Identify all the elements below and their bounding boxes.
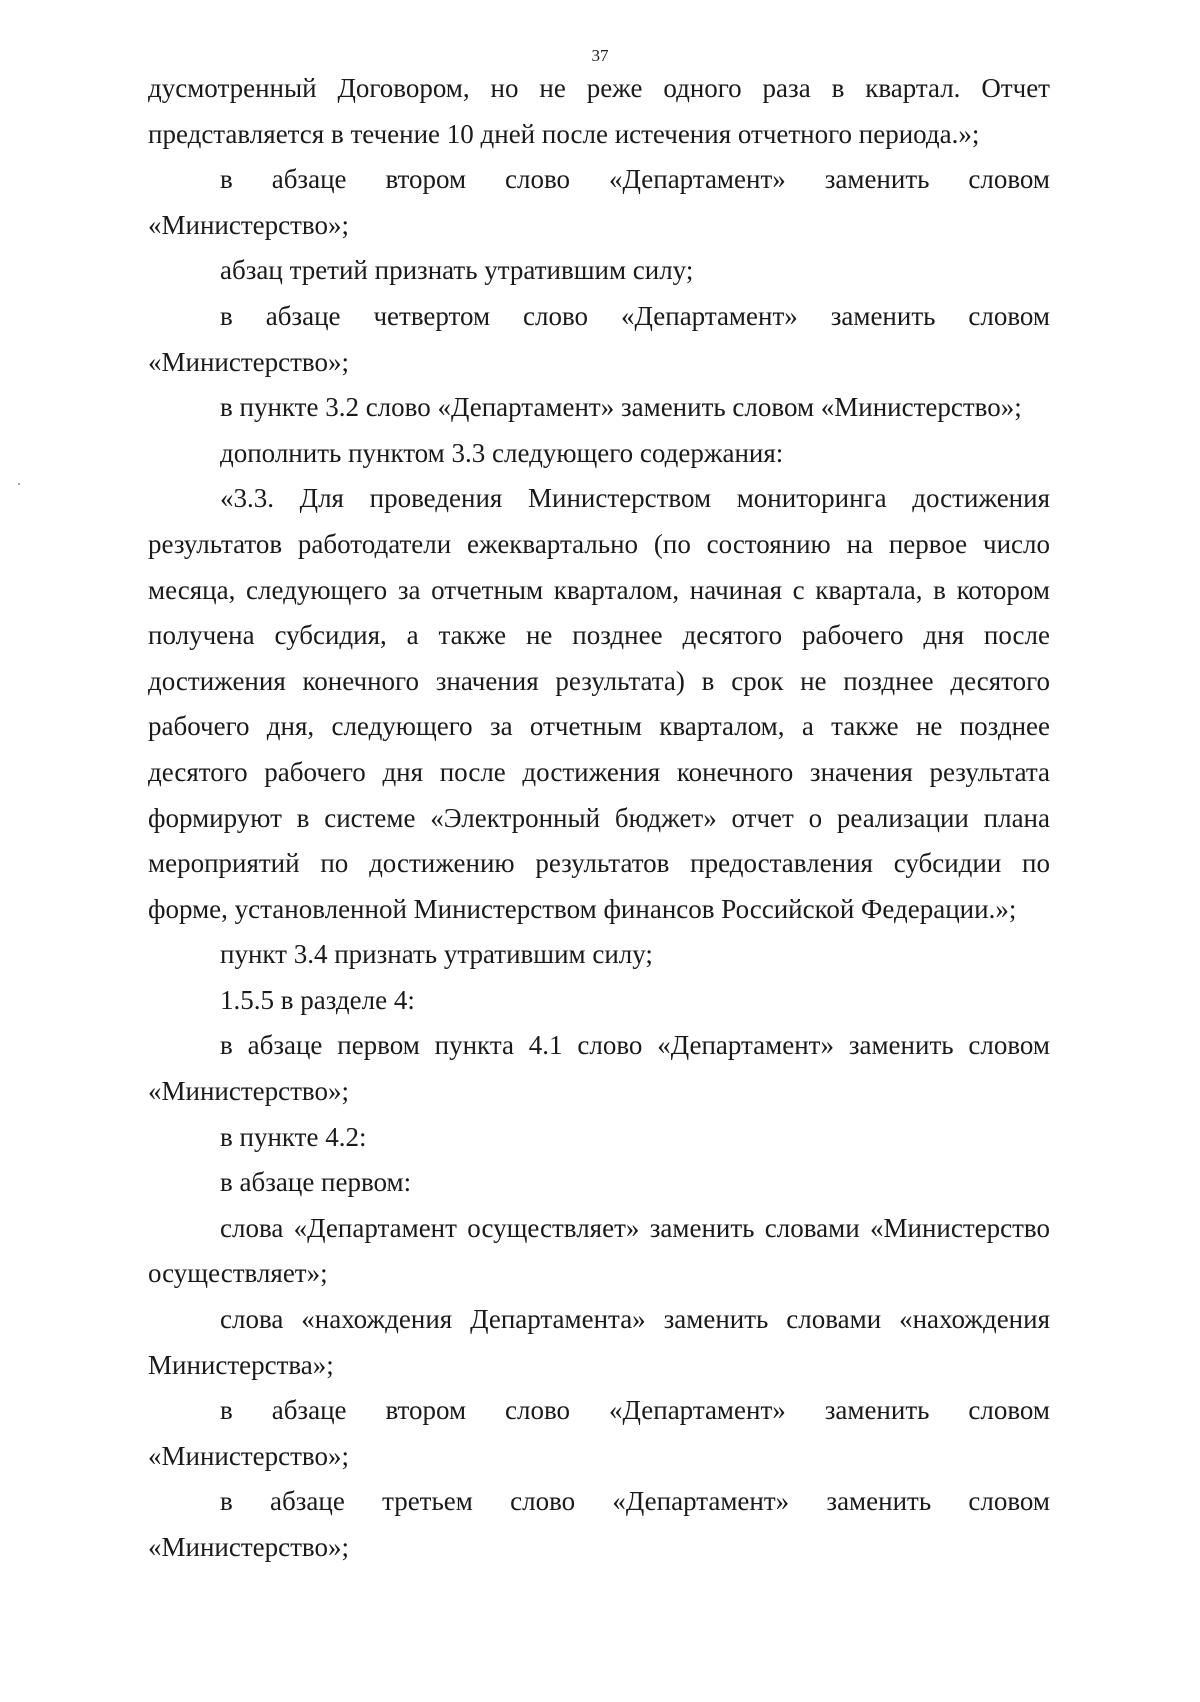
paragraph: в абзаце втором слово «Департамент» заменить словом «Министерство»;	[148, 164, 1050, 240]
paragraph: дополнить пунктом 3.3 следующего содержания:	[220, 437, 784, 468]
page-number: 37	[591, 46, 609, 65]
paragraph: в пункте 3.2 слово «Департамент» заменить словом «Министерство»;	[220, 392, 1022, 423]
paragraph: в абзаце первом пункта 4.1 слово «Департамент» заменить словом «Министерство»;	[148, 1030, 1050, 1107]
scan-speck	[18, 483, 20, 485]
document-body	[148, 66, 1050, 1571]
paragraph: в абзаце четвертом слово «Департамент» заменить словом «Министерство»;	[148, 300, 1050, 377]
paragraph: в абзаце первом:	[220, 1167, 412, 1198]
paragraph: в абзаце третьем слово «Департамент» заменить словом «Министерство»;	[148, 1486, 1050, 1562]
paragraph-section-heading: 1.5.5 в разделе 4:	[220, 984, 415, 1015]
paragraph: слова «Департамент осуществляет» заменить словами «Министерство осуществляет»;	[148, 1212, 1050, 1289]
paragraph-continuation: дусмотренный Договором, но не реже одного раза в квартал. Отчет представляется в течение 10 дней после истечения отчетного периода.»;	[148, 73, 1050, 149]
paragraph-quoted-clause: «3.3. Для проведения Министерством мониторинга достижения результатов работодатели ежеквартально (по состоянию на первое число месяца, следующего за отчетным кварталом, начиная с квартала, в котором получена субсидия, а также не позднее десятого рабочего дня после достижения конечного значения результата) в срок не позднее десятого рабочего дня, следующего за отчетным кварталом, а также не позднее десятого рабочего дня после достижения конечного значения результата формируют в системе «Электронный бюджет» отчет о реализации плана мероприятий по достижению результатов предоставления субсидии по форме, установленной Министерством финансов Российской Федерации.»;	[148, 483, 1050, 924]
paragraph: слова «нахождения Департамента» заменить словами «нахождения Министерства»;	[148, 1304, 1050, 1380]
paragraph: в абзаце втором слово «Департамент» заменить словом «Министерство»;	[148, 1395, 1050, 1471]
paragraph: в пункте 4.2:	[220, 1121, 367, 1152]
paragraph: абзац третий признать утратившим силу;	[220, 255, 694, 286]
paragraph: пункт 3.4 признать утратившим силу;	[220, 939, 653, 970]
